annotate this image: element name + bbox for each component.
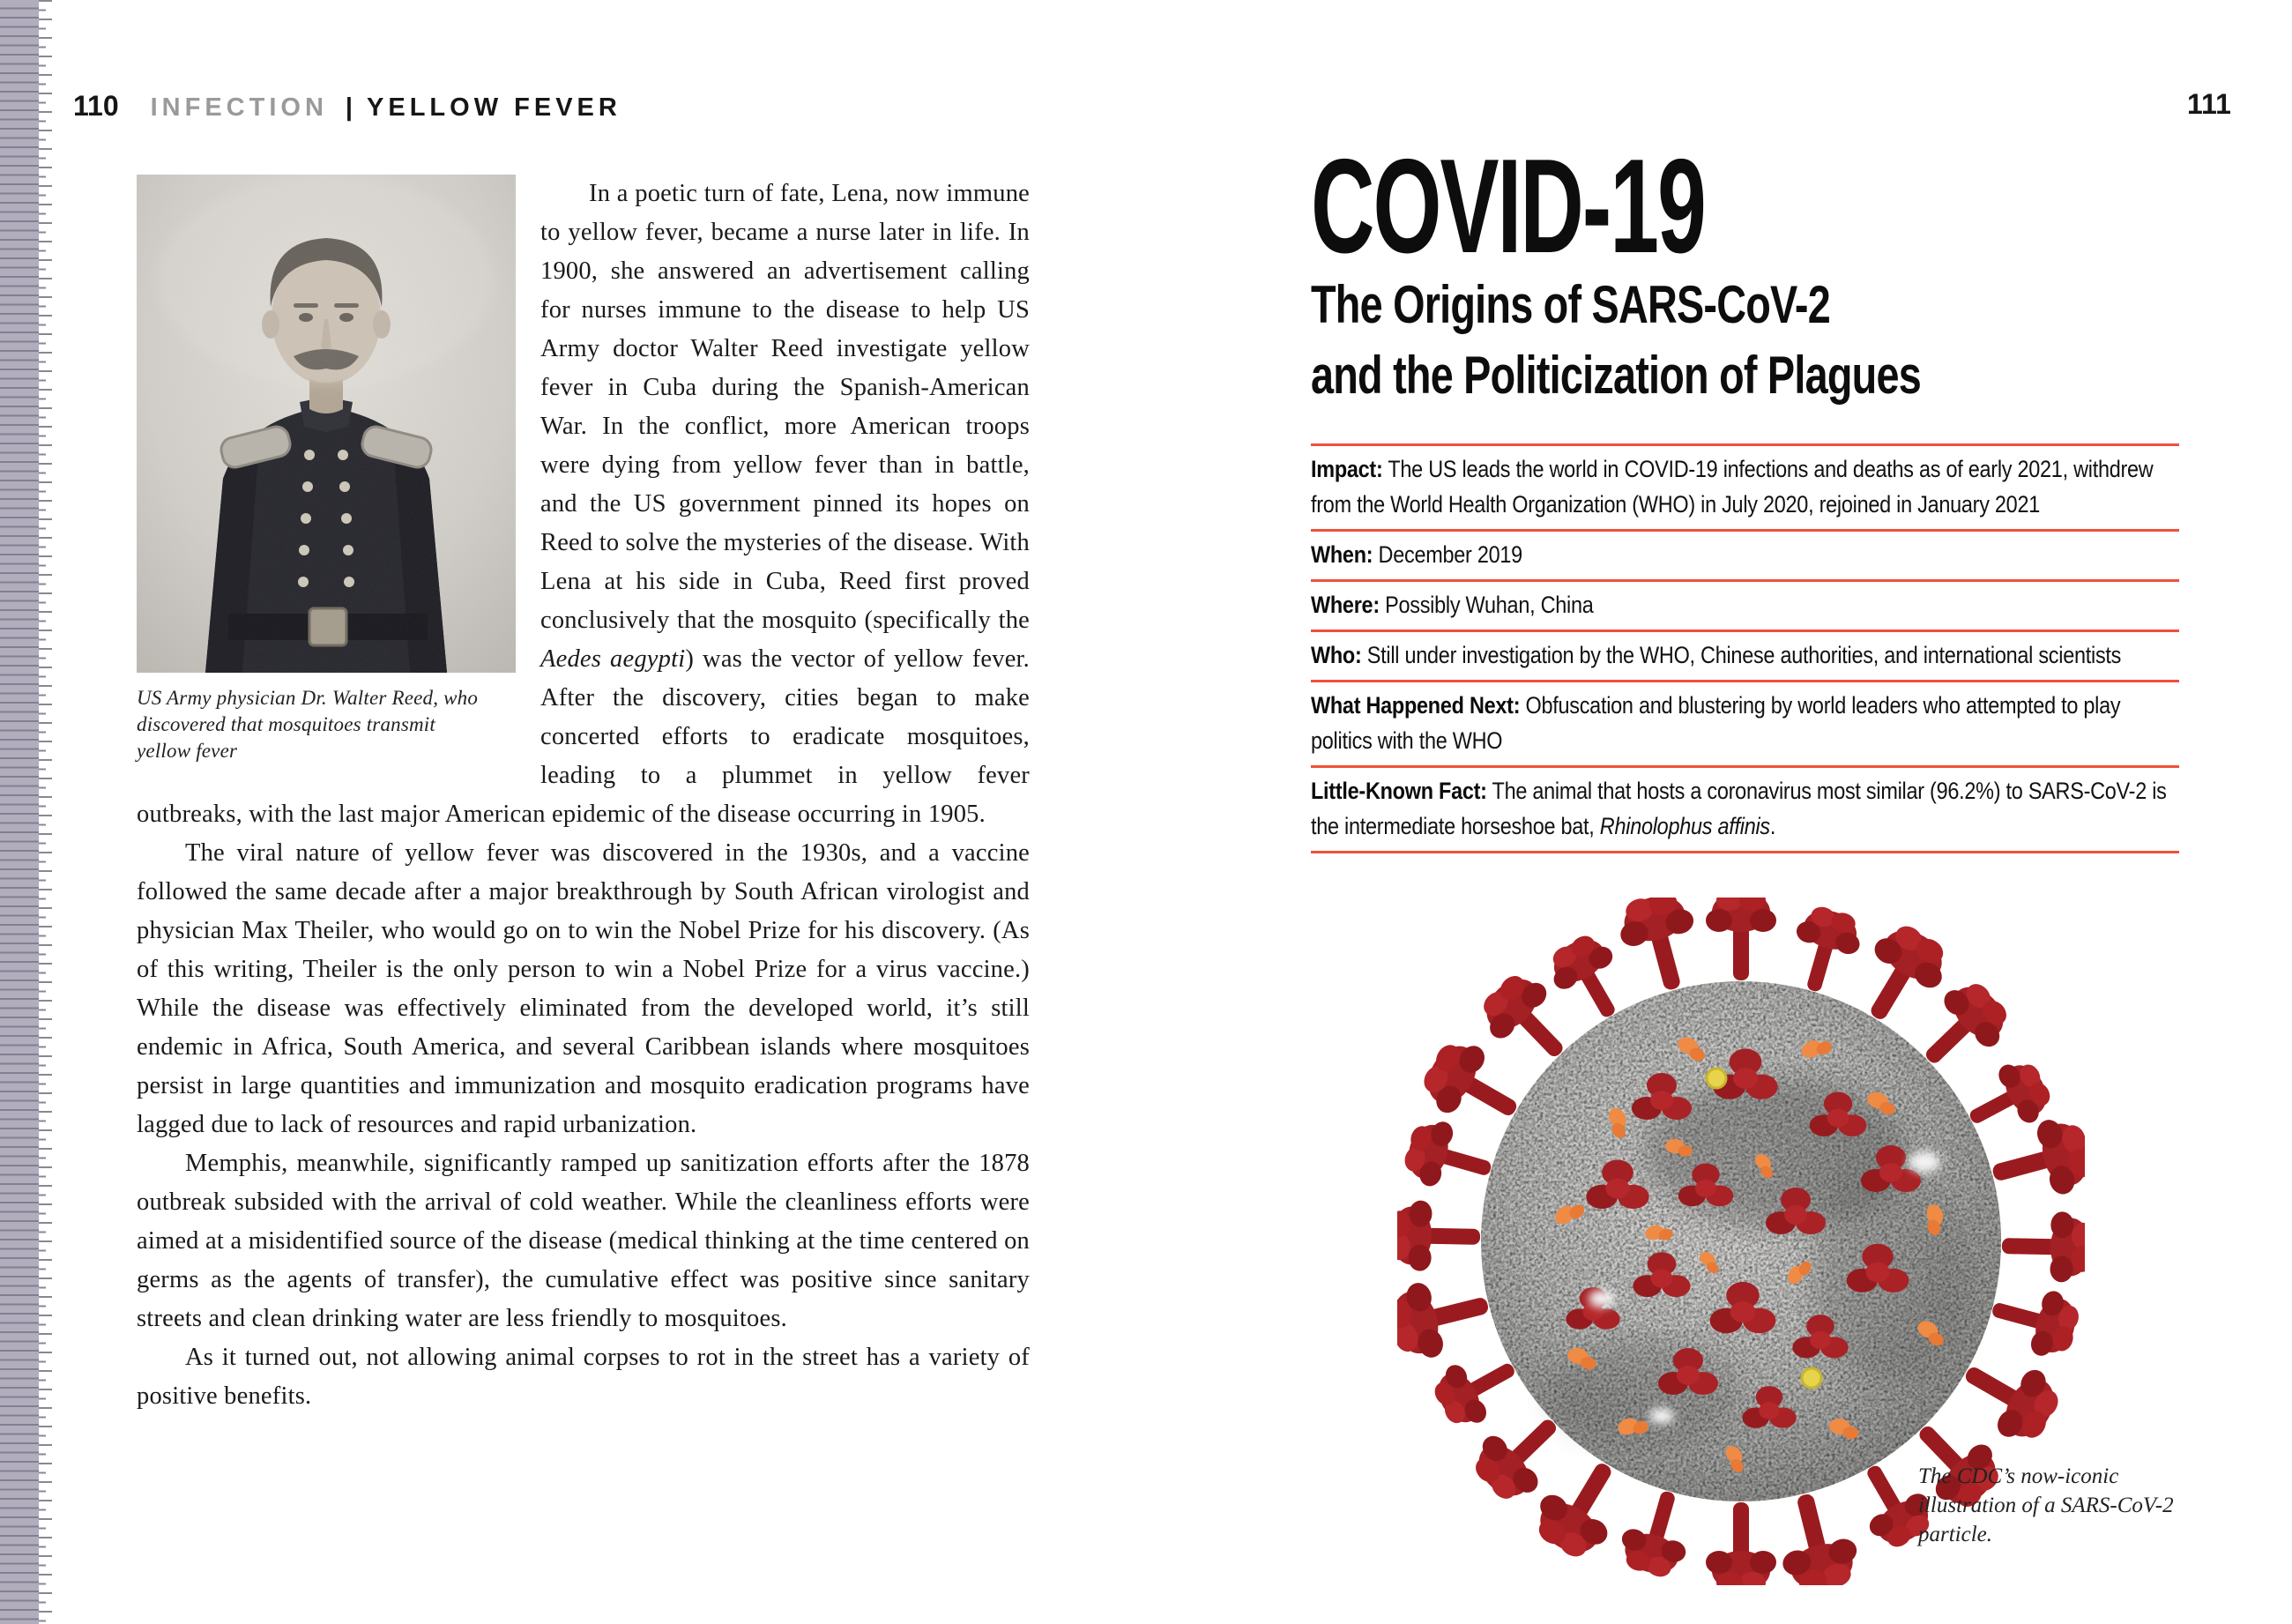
fact-where — [1311, 579, 2179, 629]
fact-value: Possibly Wuhan, China — [1379, 592, 1594, 618]
body-paragraph-3: Memphis, meanwhile, significantly ramped up sanitization efforts after the 1878 outbreak subsided with the arrival of cold weather. While the cleanliness efforts were aimed at a misidentified source of the disease (medical thinking at the time centered on germs as the agents of transfer), the cumulative effect was positive since sanitary streets and clean drinking water are less friendly to mosquitoes. — [137, 1150, 1030, 1332]
chapter-subtitle — [1311, 270, 1921, 411]
fact-value: Still under investigation by the WHO, Chinese authorities, and international scientists — [1361, 642, 2122, 668]
right-page-number: 111 — [2187, 88, 2231, 120]
page-edge-ticks-short — [39, 0, 46, 1624]
body-paragraph-1: In a poetic turn of fate, Lena, now immune to yellow fever, became a nurse later in life. In 1900, she answered an advertisement calling for nurses immune to the disease to help US Army doctor Walter Reed investigate yellow fever in Cuba during the Spanish-American War. In the conflict, more American troops were dying from yellow fever than in battle, and the US government pinned its hopes on Reed to solve the mysteries of the disease. With Lena at his side in Cuba, Reed first proved conclusively that the mosquito (specifically the Aedes aegypti) was the vector of yellow fever. After the discovery, cities began to make concerted efforts to eradicate mosquitoes, leading to a plummet in yellow fever outbreaks, with the last major American epidemic of the disease occurring in 1905. — [137, 180, 1030, 828]
body-paragraph-4: As it turned out, not allowing animal corpses to rot in the street has a variety of positive benefits. — [137, 1344, 1030, 1410]
left-page-body — [137, 175, 1030, 1416]
body-paragraph-2: The viral nature of yellow fever was discovered in the 1930s, and a vaccine followed the same decade after a major breakthrough by South African virologist and physician Max Theiler, who would go on to win the Nobel Prize for his discovery. (As of this writing, Theiler is the only person to win a Nobel Prize for a virus vaccine.) While the disease was effectively eliminated from the developed world, it’s still endemic in Africa, South America, and several Caribbean islands where mosquitoes persist in large quantities and immunization and mosquito eradication programs have lagged due to lack of resources and rapid urbanization. — [137, 839, 1030, 1138]
running-header-topic: YELLOW FEVER — [367, 93, 621, 122]
photo-caption: US Army physician Dr. Walter Reed, who discovered that mosquitoes transmit yellow fever — [137, 687, 479, 762]
fact-what-happened-next — [1311, 680, 2179, 765]
book-page-edges — [0, 0, 39, 1624]
running-header-divider: | — [345, 93, 353, 122]
chapter-title: COVID-19 — [1311, 131, 1705, 281]
illustration-caption: The CDC’s now-iconic illustration of a SARS-CoV-2 particle. — [1918, 1464, 2174, 1546]
fact-label: Little-Known Fact: — [1311, 778, 1487, 804]
walter-reed-photo — [137, 175, 516, 673]
fact-value: Obfuscation and blustering by world leaders who attempted to play politics with the WHO — [1311, 692, 2121, 754]
fact-when — [1311, 529, 2179, 579]
chapter-subtitle-line-1: The Origins of SARS-CoV-2 — [1311, 275, 1830, 334]
running-header-section: INFECTION — [150, 93, 328, 122]
fact-little-known-fact — [1311, 765, 2179, 853]
fact-label: Who: — [1311, 642, 1362, 668]
fact-list — [1311, 443, 2179, 853]
fact-label: What Happened Next: — [1311, 692, 1521, 719]
fact-value: The animal that hosts a coronavirus most similar (96.2%) to SARS-CoV-2 is the intermediate horseshoe bat, Rhinolophus affinis. — [1311, 778, 2167, 839]
fact-who — [1311, 629, 2179, 680]
fact-value: December 2019 — [1373, 541, 1522, 568]
chapter-subtitle-line-2: and the Politicization of Plagues — [1311, 346, 1921, 405]
fact-impact — [1311, 443, 2179, 529]
photo-block — [137, 175, 516, 764]
fact-value: The US leads the world in COVID-19 infections and deaths as of early 2021, withdrew from the World Health Organization (WHO) in July 2020, rejoined in January 2021 — [1311, 456, 2154, 518]
fact-label: Where: — [1311, 592, 1380, 618]
left-page-number: 110 — [73, 90, 119, 122]
left-running-header — [73, 90, 621, 123]
fact-label: Impact: — [1311, 456, 1383, 482]
fact-label: When: — [1311, 541, 1373, 568]
